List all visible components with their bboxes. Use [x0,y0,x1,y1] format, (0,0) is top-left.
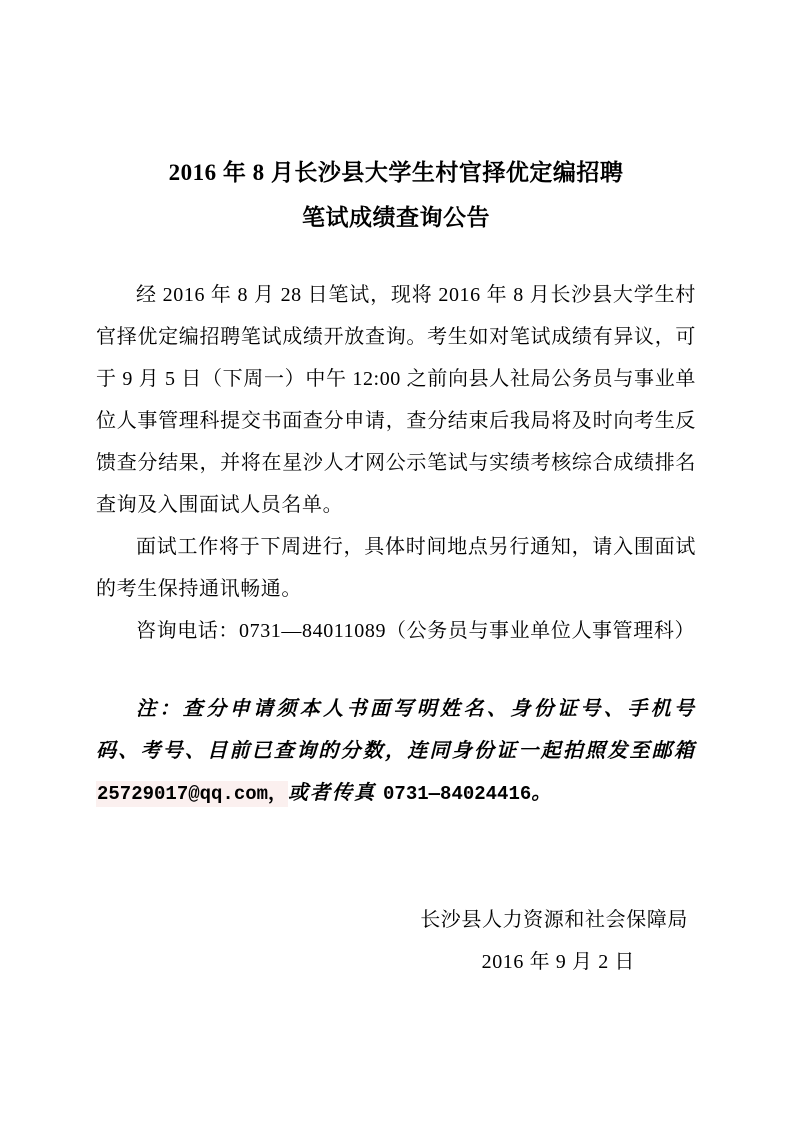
contact-phone-paragraph: 咨询电话：0731—84011089（公务员与事业单位人事管理科） [136,620,696,642]
signature-date: 2016 年 9 月 2 日 [481,951,635,973]
signature-organization: 长沙县人力资源和社会保障局 [420,909,688,931]
note-middle-text: 或者传真 [288,782,384,804]
email-address: 25729017@qq.com， [97,783,288,805]
note-paragraph [96,688,696,815]
document-title [96,150,696,240]
note-lead-text: 注：查分申请须本人书面写明姓名、身份证号、手机号码、考号、目前已查询的分数，连同身份证一起拍照发至邮箱 [96,698,696,762]
note-end-punctuation: 。 [531,782,554,804]
document-title-line2: 笔试成绩查询公告 [302,205,490,230]
document-title-line1: 2016 年 8 月长沙县大学生村官择优定编招聘 [168,160,624,185]
signature-block [96,899,696,983]
body-paragraph-1: 经 2016 年 8 月 28 日笔试，现将 2016 年 8 月长沙县大学生村官择优定编招聘笔试成绩开放查询。考生如对笔试成绩有异议，可于 9 月 5 日（下周一）中午 12:00 之前向县人社局公务员与事业单位人事管理科提交书面查分申请，查分结束后我局将及时向考生反馈查分结果，并将在星沙人才网公示笔试与实绩考核综合成绩排名查询及入围面试人员名单。 [96,284,696,516]
body-paragraph-2: 面试工作将于下周进行，具体时间地点另行通知，请入围面试的考生保持通讯畅通。 [96,536,696,600]
fax-number: 0731—84024416 [383,783,532,805]
